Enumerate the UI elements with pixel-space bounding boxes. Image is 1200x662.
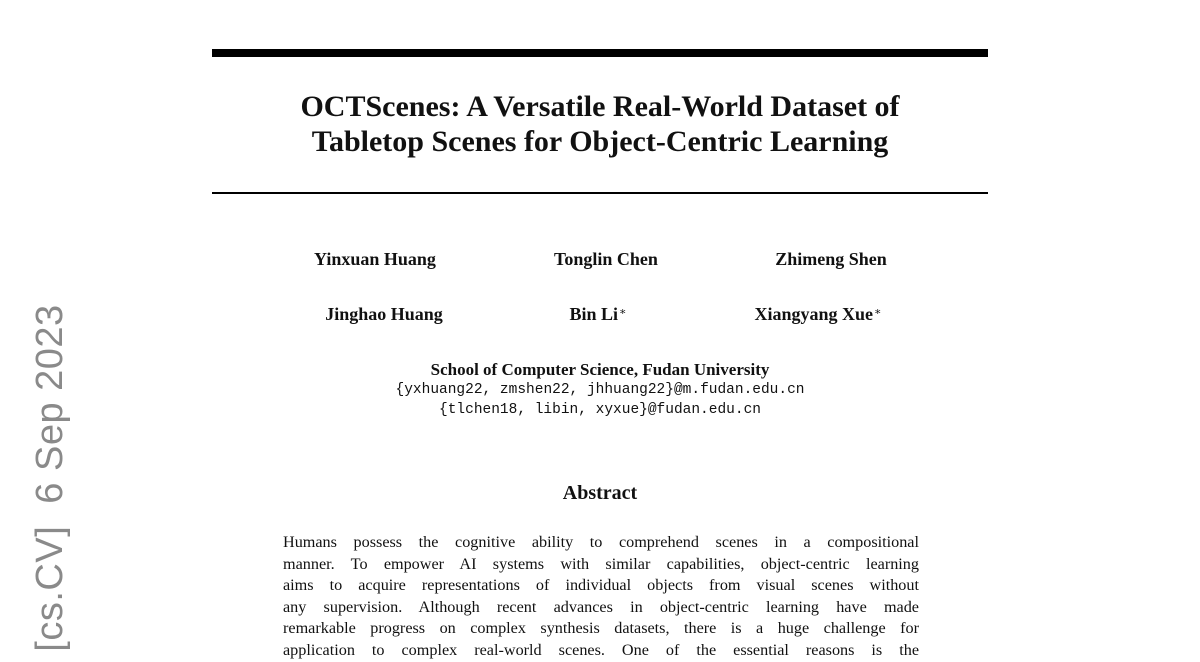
email-line-1: {yxhuang22, zmshen22, jhhuang22}@m.fudan.edu.cn (395, 382, 805, 398)
abstract-line: any supervision. Although recent advances in object-centric learning have made (283, 597, 919, 616)
title-bottom-rule (212, 192, 988, 194)
email-line-2: {tlchen18, libin, xyxue}@fudan.edu.cn (439, 402, 761, 418)
author-name: Jinghao Huang (325, 304, 443, 324)
author-xiangyang-xue (718, 304, 918, 324)
author-jinghao-huang (284, 304, 484, 324)
author-tonglin-chen (506, 249, 706, 269)
paper-title (212, 89, 988, 159)
title-top-rule (212, 49, 988, 57)
arxiv-side-stamp (30, 304, 70, 651)
author-name: Xiangyang Xue (754, 304, 874, 324)
abstract-heading: Abstract (562, 482, 638, 504)
arxiv-category: [cs.CV] (29, 525, 71, 652)
author-name: Yinxuan Huang (314, 249, 436, 269)
corresponding-author-mark: ∗ (619, 306, 627, 318)
abstract-body (283, 532, 919, 662)
affiliation-block (300, 360, 900, 420)
abstract-line: manner. To empower AI systems with similar capabilities, object-centric learning (283, 554, 919, 573)
author-bin-li (498, 304, 698, 324)
author-zhimeng-shen (731, 249, 931, 269)
author-name: Zhimeng Shen (775, 249, 887, 269)
corresponding-author-mark: ∗ (874, 306, 882, 318)
abstract-line: Humans possess the cognitive ability to comprehend scenes in a compositional (283, 533, 919, 551)
title-line-1: OCTScenes: A Versatile Real-World Dataset of (300, 90, 900, 123)
abstract-line: application to complex real-world scenes. One of the essential reasons is the (283, 640, 919, 659)
abstract-line: aims to acquire representations of individual objects from visual scenes without (283, 576, 919, 595)
arxiv-date: 6 Sep 2023 (29, 304, 71, 504)
affiliation-name: School of Computer Science, Fudan University (430, 360, 770, 379)
title-line-2: Tabletop Scenes for Object-Centric Learning (311, 125, 889, 158)
abstract-line: remarkable progress on complex synthesis datasets, there is a huge challenge for (283, 619, 919, 638)
author-name: Bin Li (569, 304, 619, 324)
author-name: Tonglin Chen (554, 249, 658, 269)
author-yinxuan-huang (275, 249, 475, 269)
